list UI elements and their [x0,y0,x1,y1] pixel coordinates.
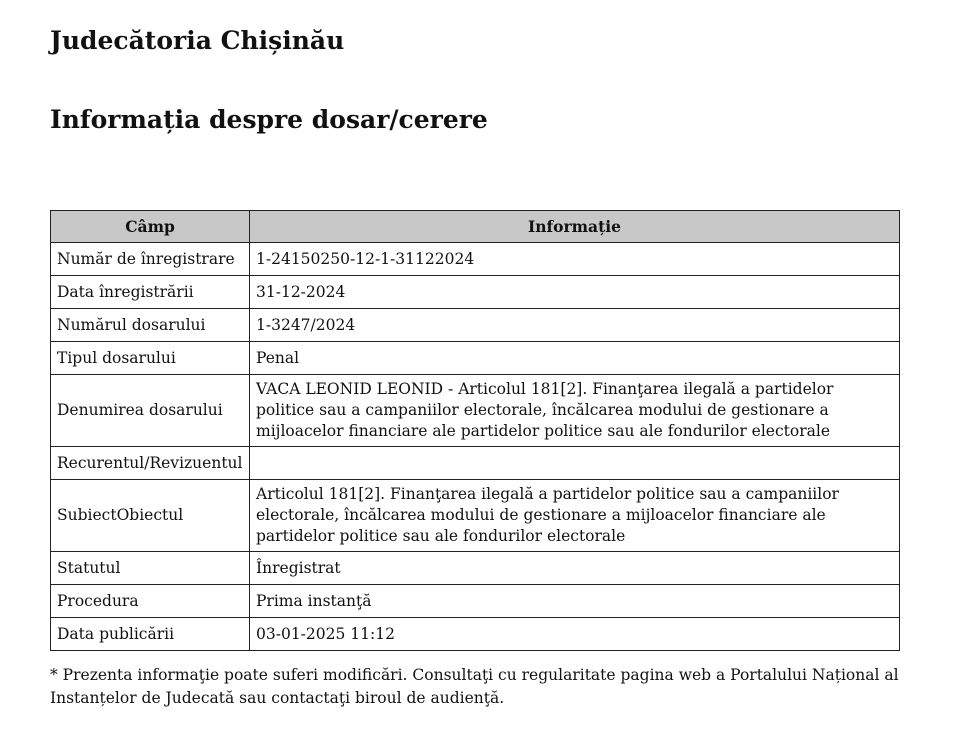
field-value: 03-01-2025 11:12 [250,618,900,651]
table-header-row [51,211,900,243]
table-row [51,585,900,618]
table-row [51,552,900,585]
field-value: 31-12-2024 [250,276,900,309]
field-value: 1-3247/2024 [250,309,900,342]
table-row [51,480,900,552]
table-row [51,276,900,309]
field-label: Denumirea dosarului [51,375,250,447]
field-value: Articolul 181[2]. Finanţarea ilegală a partidelor politice sau a campaniilor electorale, încălcarea modului de gestionare a mijloacelor financiare ale partidelor politice sau ale fondurilor electorale [250,480,900,552]
column-header-info: Informație [250,211,900,243]
field-label: Data publicării [51,618,250,651]
table-row [51,375,900,447]
table-row [51,309,900,342]
table-row [51,618,900,651]
disclaimer-footnote: * Prezenta informaţie poate suferi modificări. Consultaţi cu regularitate pagina web a Portalului Național al Instanțelor de Judecată sau contactaţi biroul de audienţă. [50,666,899,707]
field-value [250,447,900,480]
table-row [51,243,900,276]
field-label: SubiectObiectul [51,480,250,552]
field-label: Statutul [51,552,250,585]
section-title: Informația despre dosar/cerere [50,105,488,134]
field-label: Data înregistrării [51,276,250,309]
column-header-field: Câmp [51,211,250,243]
field-label: Procedura [51,585,250,618]
field-label: Recurentul/Revizuentul [51,447,250,480]
field-label: Numărul dosarului [51,309,250,342]
case-info-table [50,210,900,651]
field-label: Număr de înregistrare [51,243,250,276]
field-value: VACA LEONID LEONID - Articolul 181[2]. Finanţarea ilegală a partidelor politice sau a campaniilor electorale, încălcarea modului de gestionare a mijloacelor financiare ale partidelor politice sau ale fondurilor electorale [250,375,900,447]
field-value: Penal [250,342,900,375]
field-value: 1-24150250-12-1-31122024 [250,243,900,276]
field-value: Înregistrat [250,552,900,585]
field-value: Prima instanţă [250,585,900,618]
field-label: Tipul dosarului [51,342,250,375]
table-row [51,342,900,375]
court-name: Judecătoria Chișinău [50,26,345,55]
table-row [51,447,900,480]
